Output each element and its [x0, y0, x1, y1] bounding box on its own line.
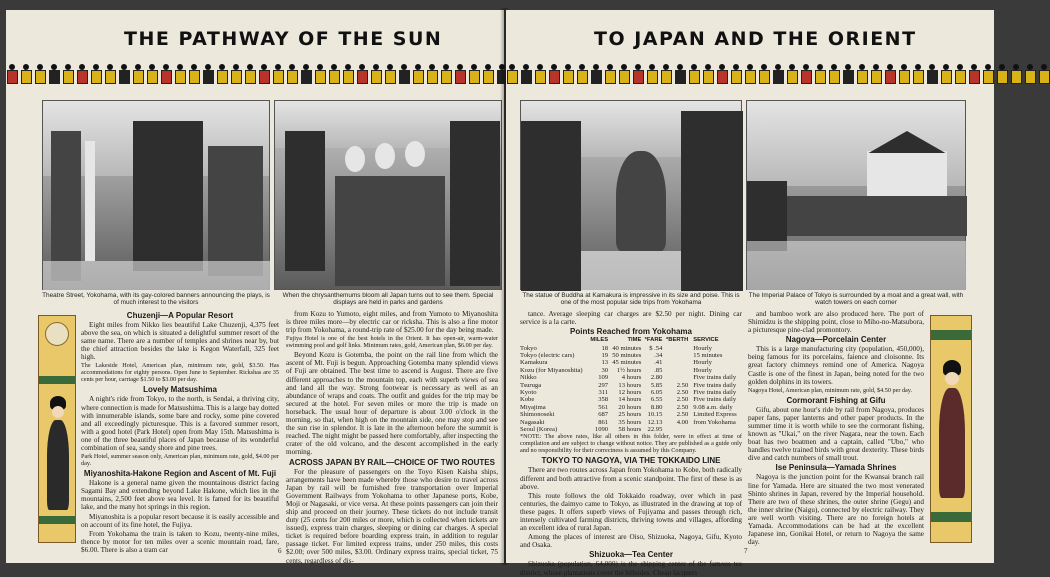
fares-cell: 45 minutes — [612, 359, 642, 367]
fares-cell: 4.00 — [676, 418, 689, 426]
fares-cell: 8.80 — [650, 403, 663, 411]
fares-cell: Five trains daily — [693, 381, 737, 389]
caption-imperial-palace: The Imperial Palace of Tokyo is surrounded by a moat and a great wall, with watch towers on each corner — [748, 292, 964, 307]
fares-row — [520, 426, 742, 433]
fares-header-cell — [520, 337, 589, 344]
text-column-3: tance. Average sleeping car charges are $2.50 per night. Dining car service is a la carte. Points Reached from Yokohama MILES TIME *FARE *BERTH SERVICE Tokyo 18 40 minutes $ .54 Hourly Tokyo (electric cars) 19 50 minutes .34 15 minutes Kamakura 13 45 minutes .41 Hourly Kozu (for Miyanoshita) 30 1½ hours .85 Hourly Nikko 109 4 hours 2.80 Five trains daily Tsuruga 297 13 hours 5.85 2.50 Five trains daily Kyoto 311 12 hours 6.05 2.50 Five trains daily Kobe 358 14 hours 6.55 2.50 Five trains daily Miyajima 561 20 hours 8.80 2.50 9.08 a.m. daily Shimonoseki 687 25 hours 10.15 2.50 Limited Express Nagasaki 861 35 hours 12.13 4.00 from Yokohama Seoul (Korea) 1090 58 hours 22.95 *NOTE: The above rates, like all others in this folder, were in effect at time of compilation and are subject to change without notice. They are published as a guide only and no responsibility for their correctness is assumed by this Company. TOKYO TO NAGOYA, VIA THE TOKKAIDO LINE There are two routes across Japan from Yokohama to Kobe, both radically different and both attractive from a scenic standpoint. The first of these is as above. This route follows the old Tokkaido roadway, over which in past centuries, the daimyo came to Tokyo, as illustrated in the drawing at top of these pages. It offers superb views of Fujiyama and passes through rich, intensely cultivated farming districts, thriving towns and villages, affording an excellent idea of rural Japan. Among the places of interest are Oiso, Shizuoka, Nagoya, Gifu, Kyoto and Osaka. Shizuoka—Tea Center Shizuoka (population, 64,000) is the shipping center of the famous tea district, whose plantations cover the hillsides. Cheap lacquers — [520, 310, 742, 577]
fares-row — [520, 389, 742, 396]
left-page — [6, 10, 504, 563]
photo-imperial-palace — [746, 100, 966, 290]
fares-cell: 30 — [601, 366, 609, 374]
procession-frieze-left — [6, 56, 504, 84]
fares-cell: 561 — [598, 403, 609, 411]
fares-cell: 50 minutes — [612, 352, 642, 359]
fares-cell: .34 — [654, 352, 663, 359]
decorative-panel-right — [930, 315, 972, 543]
fares-row — [520, 396, 742, 403]
fares-cell: 1½ hours — [616, 366, 642, 374]
fares-cell: 2.50 — [676, 403, 689, 411]
fares-cell: Miyajima — [520, 403, 546, 411]
fares-row — [520, 404, 742, 411]
fares-cell: 13 hours — [618, 381, 642, 389]
fares-cell: 25 hours — [618, 411, 642, 419]
fares-cell: Kozu (for Miyanoshita) — [520, 366, 583, 374]
fares-cell: 109 — [598, 374, 609, 382]
fares-cell: Limited Express — [693, 411, 737, 419]
fares-row — [520, 352, 742, 359]
right-page — [506, 10, 994, 577]
fares-header-cell: SERVICE — [693, 337, 719, 344]
fares-cell: Tsuruga — [520, 381, 542, 389]
fares-cell: 861 — [598, 418, 609, 426]
fares-table — [520, 337, 742, 433]
fares-cell — [664, 359, 690, 366]
fares-cell: Seoul (Korea) — [520, 426, 558, 434]
fares-cell: Tokyo (electric cars) — [520, 352, 575, 359]
fares-cell: 687 — [598, 411, 609, 419]
fares-row — [520, 419, 742, 426]
photo-theatre-street — [42, 100, 270, 290]
photo-buddha-kamakura — [520, 100, 742, 290]
page-number-right: 7 — [744, 547, 748, 555]
fares-header-cell: TIME — [627, 337, 642, 344]
fares-cell: 19 — [601, 352, 609, 359]
fares-cell: 13 — [601, 359, 609, 367]
fares-cell: Hourly — [693, 344, 712, 352]
fares-cell: Nikko — [520, 374, 537, 382]
fares-cell: 6.05 — [650, 389, 663, 397]
right-title: TO JAPAN AND THE ORIENT — [594, 28, 917, 50]
fares-cell — [664, 345, 690, 352]
caption-theatre-street: Theatre Street, Yokohama, with its gay-colored banners announcing the plays, is of much interest to the visitors — [42, 292, 270, 307]
fares-cell: Hourly — [693, 366, 712, 374]
fares-cell: $ .54 — [649, 344, 663, 352]
fares-cell: Hourly — [693, 359, 712, 367]
fares-cell: 5.85 — [650, 381, 663, 389]
page-number-left: 6 — [278, 547, 282, 555]
fares-cell: .41 — [654, 359, 663, 367]
fares-cell: 9.08 a.m. daily — [693, 403, 733, 411]
caption-buddha: The statue of Buddha at Kamakura is impressive in its size and poise. This is one of the most popular side trips from Yokohama — [522, 292, 740, 307]
fares-cell: 20 hours — [618, 403, 642, 411]
fares-cell: 311 — [598, 389, 609, 397]
fares-row — [520, 411, 742, 418]
fares-header-cell: *FARE — [644, 337, 663, 344]
fares-cell: 2.50 — [676, 381, 689, 389]
fares-header-cell: MILES — [590, 337, 609, 344]
fares-cell — [664, 426, 690, 433]
text-column-4: and bamboo work are also produced here. The port of Shimidzu is the shipping point, close to Miho-no-Matsubora, a picturesque pine-clad promontory. Nagoya—Porcelain Center This is a large manufacturing city (population, 450,000), being famous for its porcelains, faience and cloisonne. Its great factory chimneys remind one of America. Nagoya Castle is one of the finest in Japan, being noted for the two golden dolphins in its towers. Nagoya Hotel, American plan, minimum rate, gold, $4.50 per day. Cormorant Fishing at Gifu Gifu, about one hour's ride by rail from Nagoya, produces paper fans, paper lanterns and other paper products. In the summer time it is worth while to see the cormorant fishing, known as "Ukai," on the river Nagara, near the town. Each boat has two boatmen and a captain, called "Ubo," who handles twelve trained birds with great dexterity. These birds dive and catch numbers of small trout. Ise Peninsula—Yamada Shrines Nagoya is the junction point for the Kwansai branch rail line for Yamada. Here are situated the two most venerated Shinto shrines in Japan, revered by the Imperial household. There are two of these shrines, the outer shrine (Gegu) and the inner shrine (Naigu), connected by electric railway. They are well worth visiting. There are no foreign hotels at Yamada. Accommodations can be had at the excellent Japanese inn, Gonikai Hotel, or return to Nagoya the same day. — [748, 310, 924, 547]
fares-row — [520, 382, 742, 389]
fares-cell: from Yokohama — [693, 418, 736, 426]
fares-cell: Five trains daily — [693, 374, 737, 382]
decorative-panel-left — [38, 315, 76, 543]
fares-row — [520, 359, 742, 366]
fares-cell: 2.50 — [676, 396, 689, 404]
fares-cell: .85 — [654, 366, 663, 374]
fares-cell: 35 hours — [618, 418, 642, 426]
fares-row — [520, 374, 742, 381]
fares-cell: Shimonoseki — [520, 411, 555, 419]
procession-frieze-right — [506, 56, 994, 84]
fares-cell: Five trains daily — [693, 389, 737, 397]
fares-cell: Tokyo — [520, 344, 537, 352]
fares-cell: Kyoto — [520, 389, 537, 397]
fares-cell: 6.55 — [650, 396, 663, 404]
fares-cell: 10.15 — [647, 411, 663, 419]
left-title: THE PATHWAY OF THE SUN — [124, 28, 443, 50]
fares-cell: Kobe — [520, 396, 535, 404]
text-column-2: from Kozu to Yumoto, eight miles, and from Yumoto to Miyanoshita is three miles more—by electric car or ricksha. This is also a fine motor trip from Yokohama, a round-trip rate of $25.00 for the day being made. Fujiya Hotel is one of the best hotels in the Orient. It has open-air, warm-water swimming pool and golf links. Minimum rates, gold, American plan, $6.00 per day. Beyond Kozu is Gotemba, the point on the rail line from which the ascent of Mt. Fuji is begun. Approaching Gotemba many splendid views of Fuji are obtained. The best time to ascend is August. There are five different approaches to the mountain top, each with superb views of sea and land all the way. Strong footwear is necessary as well as an abundance of wraps and coats. The outfit and guides for the trip may be secured at the hotel. For seven miles or more the trip is made on horseback. The usual hour of departure is about 3.00 o'clock in the morning, so that, when high on the mountain side, one may stop and see the sun rise in splendor. It is late in the afternoon before the summit is reached. The night might be passed here comfortably, after inspecting the crater of the old volcano, and the descent accomplished in the early morning. ACROSS JAPAN BY RAIL—CHOICE OF TWO ROUTES For the pleasure of passengers on the Toyo Kisen Kaisha ships, arrangements have been made whereby those who desire to travel across Japan by rail will be furnished free transportation over Imperial Government Railways from Yokohama to other Japanese ports, Kobe, Moji or Nagasaki, or vice versa. At these points passengers can join their ship and proceed on their journey. These tickets do not include transit duty (25 cents for 200 miles or more, which is collected when tickets are issued), express train charges, sleeping or dining car charges. A special ticket is required before boarding express train, in addition to regular passage ticket. For limited express trains, under 250 miles, this costs $2.00; over 500 miles, $3.00. Ordinary express trains, special ticket, 75 cents, regardless of dis- — [286, 310, 498, 565]
fares-header-cell: *BERTH — [666, 337, 689, 344]
fares-cell: Nagasaki — [520, 418, 545, 426]
fares-cell: 15 minutes — [693, 352, 723, 359]
fares-cell: 2.80 — [650, 374, 663, 382]
fares-cell: 40 minutes — [612, 344, 642, 352]
fares-cell: 12 hours — [618, 389, 642, 397]
fares-cell: 58 hours — [618, 426, 642, 434]
fares-cell — [664, 367, 690, 374]
fares-cell: Kamakura — [520, 359, 548, 367]
fares-cell: 18 — [601, 344, 609, 352]
fares-cell: 2.50 — [676, 411, 689, 419]
fares-cell: 297 — [598, 381, 609, 389]
fares-cell — [690, 426, 742, 433]
fares-cell — [664, 352, 690, 359]
photo-chrysanthemums — [274, 100, 502, 290]
text-column-1: Chuzenji—A Popular Resort Eight miles from Nikko lies beautiful Lake Chuzenji, 4,375 feet above the sea, on which is situated a delightful summer resort of the same name. There are a number of temples and shrines near by, but the chief attraction besides the lake is Kegon Waterfall, 325 feet high. The Lakeside Hotel, American plan, minimum rate, gold, $3.50. Has accommodations for eighty persons. Open June to September. Rickshas are 35 cents per hour, carriage $1.50 to $3.00 per day. Lovely Matsushima A night's ride from Tokyo, to the north, is Sendai, a thriving city, where connection is made for Matsushima. This is a large bay dotted with innumerable islands, some bare and rocky, some pine covered and all exceedingly picturesque. This is a favored summer resort, with a good hotel (Park Hotel) open from May 15th. Matsushima is one of the three beautiful places of Japan because of its wonderful combination of sea, sandy shore and pine trees. Park Hotel, summer season only, American plan, minimum rate, gold, $4.00 per day. Miyanoshita-Hakone Region and Ascent of Mt. Fuji Hakone is a general name given the mountainous district facing Sagami Bay and extending beyond Lake Hakone, which lies in the mountains, 2,500 feet above sea level. It is famed for its beautiful lake, and the many hot springs in this region. Miyanoshita is a popular resort because it is easily accessible and on account of its fine hotel, the Fujiya. From Yokohama the train is taken to Kozu, twenty-nine miles, thence by motor for ten miles over a scenic mountain road, fare, $6.00. There is also a tram car — [81, 311, 279, 554]
caption-chrysanthemums: When the chrysanthemums bloom all Japan turns out to see them. Special displays are held in parks and gardens — [282, 292, 494, 307]
fares-cell: 1090 — [594, 426, 609, 434]
fares-cell: 14 hours — [618, 396, 642, 404]
fares-cell: 12.13 — [647, 418, 663, 426]
fares-cell: Five trains daily — [693, 396, 737, 404]
fares-cell: 4 hours — [621, 374, 642, 382]
fares-row — [520, 345, 742, 352]
fares-cell: 22.95 — [647, 426, 663, 434]
fares-cell: 358 — [598, 396, 609, 404]
fares-row — [520, 367, 742, 374]
fares-cell: 2.50 — [676, 389, 689, 397]
fares-cell — [664, 374, 690, 381]
